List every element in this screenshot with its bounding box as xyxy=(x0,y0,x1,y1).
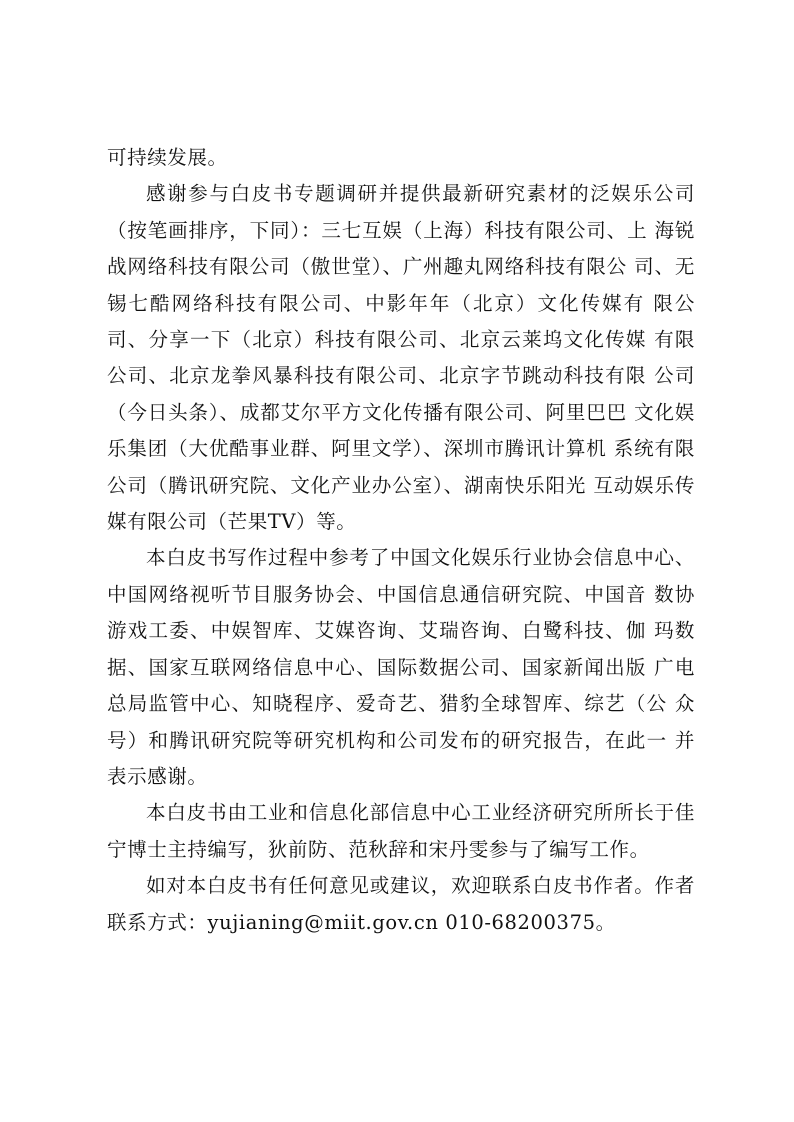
paragraph-continuation: 可持续发展。 xyxy=(107,146,228,169)
paragraph-acknowledgement-companies: 感谢参与白皮书专题调研并提供最新研究素材的泛娱乐公司（按笔画排序，下同）：三七互娱（上海）科技有限公司、上 海锐战网络科技有限公司（傲世堂）、广州趣丸网络科技有限公 司、无锡七酷网络科技有限公司、中影年年（北京）文化传媒有 限公司、分享一下（北京）科技有限公司、北京云莱坞文化传媒 有限公司、北京龙拳风暴科技有限公司、北京字节跳动科技有限 公司（今日头条）、成都艾尔平方文化传播有限公司、阿里巴巴 文化娱乐集团（大优酷事业群、阿里文学）、深圳市腾讯计算机 系统有限公司（腾讯研究院、文化产业办公室）、湖南快乐阳光 互动娱乐传媒有限公司（芒果TV）等。 xyxy=(107,182,695,534)
paragraph-acknowledgement-references: 本白皮书写作过程中参考了中国文化娱乐行业协会信息中心、中国网络视听节目服务协会、中国信息通信研究院、中国音 数协游戏工委、中娱智库、艾媒咨询、艾瑞咨询、白鹭科技、伽 玛数据、国家互联网络信息中心、国际数据公司、国家新闻出版 广电总局监管中心、知晓程序、爱奇艺、猎豹全球智库、综艺（公 众号）和腾讯研究院等研究机构和公司发布的研究报告，在此一 并表示感谢。 xyxy=(107,546,695,788)
body-text xyxy=(107,140,695,941)
paragraph-authors: 本白皮书由工业和信息化部信息中心工业经济研究所所长于佳宁博士主持编写，狄前防、范秋辞和宋丹雯参与了编写工作。 xyxy=(107,801,695,861)
paragraph-contact: 如对本白皮书有任何意见或建议，欢迎联系白皮书作者。作者联系方式：yujianing@miit.gov.cn 010-68200375。 xyxy=(107,874,695,934)
